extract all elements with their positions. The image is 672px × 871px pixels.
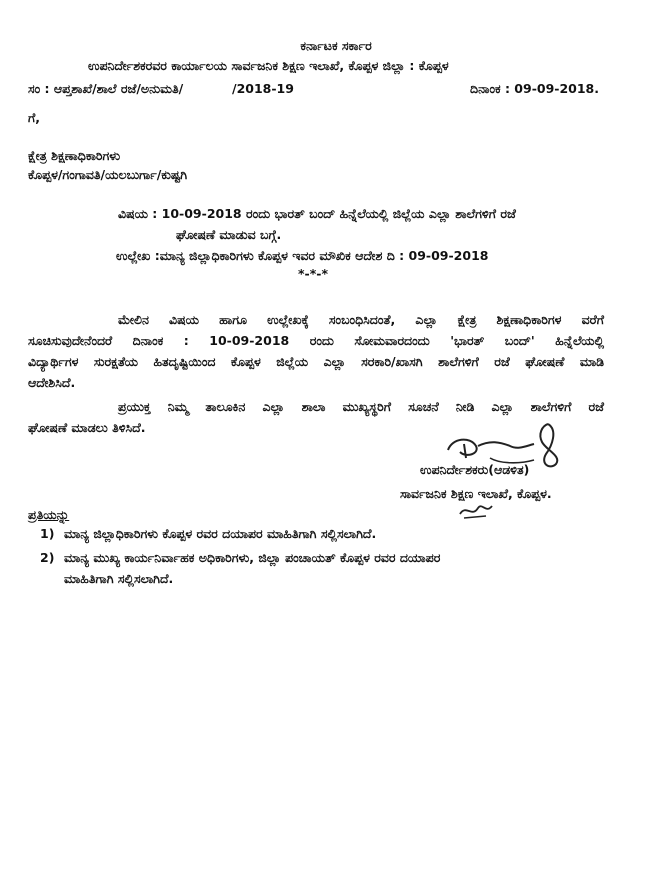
letter-date: ದಿನಾಂಕ : 09-09-2018. — [470, 81, 600, 96]
subject-line-1: ವಿಷಯ : 10-09-2018 ರಂದು ಭಾರತ್ ಬಂದ್ ಹಿನ್ನೆಲೆಯಲ್ಲಿ ಜಿಲ್ಲೆಯ ಎಲ್ಲಾ ಶಾಲೆಗಳಿಗೆ ರಜೆ — [118, 206, 516, 221]
signatory-designation: ಉಪನಿರ್ದೇಶಕರು(ಆಡಳಿತ) — [420, 462, 530, 477]
recipient-title: ಕ್ಷೇತ್ರ ಶಿಕ್ಷಣಾಧಿಕಾರಿಗಳು — [28, 148, 121, 163]
subject-line-2: ಘೋಷಣೆ ಮಾಡುವ ಬಗ್ಗೆ. — [176, 227, 282, 242]
recipient-to: ಗೆ, — [28, 110, 41, 125]
body-p2-line-2: ಘೋಷಣೆ ಮಾಡಲು ತಿಳಿಸಿದೆ. — [28, 420, 146, 435]
recipient-places: ಕೊಪ್ಪಳ/ಗಂಗಾವತಿ/ಯಲಬುರ್ಗಾ/ಕುಷ್ಟಗಿ — [28, 167, 188, 182]
copy-item-1-number: 1) — [40, 526, 55, 541]
reference-year: /2018-19 — [232, 81, 294, 96]
signatory-department: ಸಾರ್ವಜನಿಕ ಶಿಕ್ಷಣ ಇಲಾಖೆ, ಕೊಪ್ಪಳ. — [400, 486, 552, 501]
govt-heading: ಕರ್ನಾಟಕ ಸರ್ಕಾರ — [300, 38, 372, 53]
body-p1-line-3: ವಿದ್ಯಾರ್ಥಿಗಳ ಸುರಕ್ಷತೆಯ ಹಿತದೃಷ್ಟಿಯಿಂದ ಕೊಪ್ಪಳ ಜಿಲ್ಲೆಯ ಎಲ್ಲಾ ಸರಕಾರಿ/ಖಾಸಗಿ ಶಾಲೆಗಳಿಗೆ ರಜೆ ಘೋಷಣೆ ಮಾಡಿ — [28, 354, 604, 369]
copies-heading: ಪ್ರತಿಯನ್ನು — [28, 507, 70, 522]
body-p2-line-1: ಪ್ರಯುಕ್ತ ನಿಮ್ಮ ತಾಲೂಕಿನ ಎಲ್ಲಾ ಶಾಲಾ ಮುಖ್ಯಸ್ಥರಿಗೆ ಸೂಚನೆ ನೀಡಿ ಎಲ್ಲಾ ಶಾಲೆಗಳಿಗೆ ರಜೆ — [118, 399, 604, 414]
copy-item-2-text: ಮಾನ್ಯ ಮುಖ್ಯ ಕಾರ್ಯನಿರ್ವಾಹಕ ಅಧಿಕಾರಿಗಳು, ಜಿಲ್ಲಾ ಪಂಚಾಯತ್ ಕೊಪ್ಪಳ ರವರ ದಯಾಪರ — [64, 550, 441, 565]
body-p1-line-1: ಮೇಲಿನ ವಿಷಯ ಹಾಗೂ ಉಲ್ಲೇಖಕ್ಕೆ ಸಂಬಂಧಿಸಿದಂತೆ, ಎಲ್ಲಾ ಕ್ಷೇತ್ರ ಶಿಕ್ಷಣಾಧಿಕಾರಿಗಳ ವರೆಗೆ — [118, 312, 604, 327]
reference-number: ಸಂ : ಆಪ್ತಶಾಖೆ/ಶಾಲೆ ರಜೆ/ಅನುಮತಿ/ — [28, 81, 184, 96]
separator: *-*-* — [298, 266, 328, 281]
initials-mark — [456, 500, 496, 522]
copy-item-2-text-cont: ಮಾಹಿತಿಗಾಗಿ ಸಲ್ಲಿಸಲಾಗಿದೆ. — [64, 571, 174, 586]
copy-item-2-number: 2) — [40, 550, 55, 565]
subject-reference: ಉಲ್ಲೇಖ :ಮಾನ್ಯ ಜಿಲ್ಲಾಧಿಕಾರಿಗಳು ಕೊಪ್ಪಳ ಇವರ ಮೌಖಿಕ ಆದೇಶ ದಿ : 09-09-2018 — [116, 248, 489, 263]
office-heading: ಉಪನಿರ್ದೇಶಕರವರ ಕಾರ್ಯಾಲಯ ಸಾರ್ವಜನಿಕ ಶಿಕ್ಷಣ ಇಲಾಖೆ, ಕೊಪ್ಪಳ ಜಿಲ್ಲಾ : ಕೊಪ್ಪಳ — [88, 58, 449, 73]
body-p1-line-4: ಆದೇಶಿಸಿದೆ. — [28, 375, 76, 390]
copy-item-1-text: ಮಾನ್ಯ ಜಿಲ್ಲಾಧಿಕಾರಿಗಳು ಕೊಪ್ಪಳ ರವರ ದಯಾಪರ ಮಾಹಿತಿಗಾಗಿ ಸಲ್ಲಿಸಲಾಗಿದೆ. — [64, 526, 377, 541]
body-p1-line-2: ಸೂಚಿಸುವುದೇನೆಂದರೆ ದಿನಾಂಕ : 10-09-2018 ರಂದು ಸೋಮವಾರದಂದು 'ಭಾರತ್ ಬಂದ್' ಹಿನ್ನೆಲೆಯಲ್ಲಿ — [28, 333, 604, 348]
